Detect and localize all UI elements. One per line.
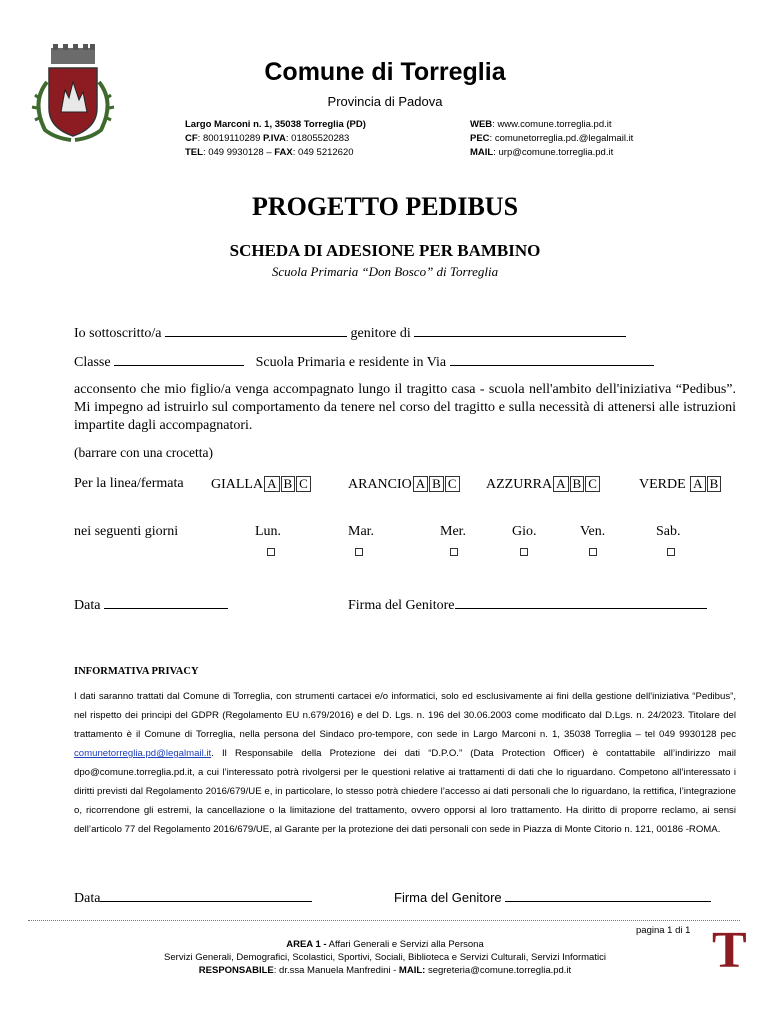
footer-logo-t: T	[712, 922, 747, 979]
privacy-text	[74, 687, 736, 839]
genitore-label: genitore di	[350, 326, 411, 341]
classe-field[interactable]	[114, 353, 244, 366]
privacy-title: INFORMATIVA PRIVACY	[74, 666, 199, 677]
municipality-title: Comune di Torreglia	[264, 58, 506, 86]
resp-label: RESPONSABILE	[198, 965, 274, 976]
bottom-data-label: Data	[74, 891, 101, 906]
privacy-text-part2: . Il Responsabile della Protezione dei dati “D.P.O.” (Data Protection Officer) è contattabile all’indirizzo mail dpo@comune.torreglia.pd.it, a cui l’interessato potrà rivolgersi per le questioni relative ai trattamenti di dati che lo riguardano. Competono all’interessato i diritti previsti dal Regolamento 2016/679/UE e, in particolare, lo stesso potrà chiedere l’accesso ai dati personali che lo riguardano, la rettifica, l’integrazione o, ricorrendone gli estremi, la cancellazione o la limitazione del trattamento, ovvero opporsi al loro trattamento. Ha diritto di proporre reclamo, ai sensi dell’articolo 77 del Regolamento 2016/679/UE, al Garante per la protezione dei dati personali con sede in Piazza di Monte Citorio n. 121, 00186 -ROMA.	[74, 748, 736, 835]
footer-area	[0, 938, 770, 951]
data-field[interactable]	[104, 596, 228, 609]
stop-box[interactable]: B	[570, 476, 585, 492]
footer-mail-label: MAIL:	[398, 965, 426, 976]
stop-box[interactable]: C	[585, 476, 600, 492]
web-value: : www.comune.torreglia.pd.it	[492, 119, 612, 130]
giorni-label: nei seguenti giorni	[74, 524, 179, 539]
sottoscritto-label: Io sottoscritto/a	[74, 326, 162, 341]
tel-value: : 049 9930128 –	[202, 147, 275, 158]
classe-row	[74, 353, 654, 371]
day-ven: Ven.	[580, 524, 606, 539]
mail-label: MAIL	[470, 147, 494, 158]
line-name: GIALLA	[211, 477, 264, 492]
crest-logo	[25, 42, 121, 142]
firma-row	[348, 596, 707, 614]
sottoscritto-field[interactable]	[165, 324, 347, 337]
data-row	[74, 596, 228, 614]
line-name: ARANCIO	[348, 477, 412, 492]
stop-box[interactable]: A	[264, 476, 279, 492]
pec-label: PEC	[470, 133, 490, 144]
linea-label: Per la linea/fermata	[74, 476, 184, 491]
fax-value: : 049 5212620	[292, 147, 354, 158]
line-arancio[interactable]	[348, 476, 460, 493]
instruction-text: (barrare con una crocetta)	[74, 445, 214, 460]
line-name: VERDE	[639, 477, 686, 492]
checkbox-mar[interactable]	[355, 548, 363, 556]
area-text: Affari Generali e Servizi alla Persona	[326, 939, 484, 950]
stop-box[interactable]: A	[553, 476, 568, 492]
checkbox-mer[interactable]	[450, 548, 458, 556]
document-title: PROGETTO PEDIBUS	[251, 192, 519, 221]
contact-block-left	[185, 118, 366, 160]
footer-responsabile	[0, 964, 770, 977]
web-label: WEB	[470, 119, 493, 130]
school-name: Scuola Primaria “Don Bosco” di Torreglia	[271, 264, 499, 279]
footer-divider	[28, 920, 740, 921]
stop-box[interactable]: B	[281, 476, 296, 492]
document-subtitle: SCHEDA DI ADESIONE PER BAMBINO	[229, 241, 541, 260]
line-verde[interactable]	[639, 476, 721, 493]
area-label: AREA 1 -	[286, 939, 327, 950]
line-gialla[interactable]	[211, 476, 311, 493]
bottom-firma-row	[394, 889, 711, 905]
checkbox-lun[interactable]	[267, 548, 275, 556]
checkbox-ven[interactable]	[589, 548, 597, 556]
bottom-firma-field[interactable]	[505, 889, 711, 902]
consent-text: acconsento che mio figlio/a venga accompagnato lungo il tragitto casa - scuola nell'ambito dell'iniziativa “Pedibus”. Mi impegno ad istruirlo sul comportamento da tenere nel corso del tragitto e sulla necessità di attenersi alle istruzioni impartite dagli accompagnatori.	[74, 382, 736, 433]
classe-label: Classe	[74, 355, 111, 370]
pec-value: : comunetorreglia.pd.@legalmail.it	[489, 133, 634, 144]
stop-box[interactable]: A	[413, 476, 428, 492]
resp-text: : dr.ssa Manuela Manfredini -	[273, 965, 399, 976]
stop-box[interactable]: B	[707, 476, 722, 492]
cf-label: CF	[185, 133, 198, 144]
bottom-data-field[interactable]	[100, 889, 312, 902]
bottom-firma-label: Firma del Genitore	[394, 890, 502, 905]
bottom-data-row	[74, 889, 312, 907]
contact-block-right	[470, 118, 633, 160]
cf-value: : 80019110289	[197, 133, 264, 144]
sottoscritto-row	[74, 324, 626, 342]
stop-box[interactable]: B	[429, 476, 444, 492]
stop-box[interactable]: A	[690, 476, 705, 492]
province-subtitle: Provincia di Padova	[327, 94, 443, 109]
checkbox-gio[interactable]	[520, 548, 528, 556]
address-line: Largo Marconi n. 1, 35038 Torreglia (PD)	[185, 119, 366, 130]
firma-field[interactable]	[455, 596, 707, 609]
fax-label: FAX	[274, 147, 293, 158]
stop-box[interactable]: C	[445, 476, 460, 492]
footer-services: Servizi Generali, Demografici, Scolastici, Sportivi, Sociali, Biblioteca e Servizi Culturali, Servizi Informatici	[164, 952, 606, 963]
day-mar: Mar.	[348, 524, 375, 539]
stop-box[interactable]: C	[296, 476, 311, 492]
via-field[interactable]	[450, 353, 654, 366]
mail-value: : urp@comune.torreglia.pd.it	[493, 147, 614, 158]
pec-link[interactable]: comunetorreglia.pd@legalmail.it	[74, 748, 212, 759]
line-azzurra[interactable]	[486, 476, 600, 493]
day-gio: Gio.	[512, 524, 537, 539]
footer-mail-text: segreteria@comune.torreglia.pd.it	[425, 965, 572, 976]
firma-label: Firma del Genitore	[348, 598, 455, 613]
piva-label: P.IVA	[263, 133, 286, 144]
data-label: Data	[74, 598, 101, 613]
day-lun: Lun.	[255, 524, 282, 539]
checkbox-sab[interactable]	[667, 548, 675, 556]
day-mer: Mer.	[440, 524, 467, 539]
piva-value: : 01805520283	[285, 133, 350, 144]
tel-label: TEL	[185, 147, 203, 158]
privacy-text-part1: I dati saranno trattati dal Comune di Torreglia, con strumenti cartacei e/o informatici, solo ed esclusivamente ai fini della gestione dell'iniziativa “Pedibus”, nel rispetto dei principi del GDPR (Regolamento EU n.679/2016) e del D. Lgs. n. 196 del 30.06.2003 come modificato dal D.Lgs. n. 24/2023. Titolare del trattamento è il Comune di Torreglia, nella persona del Sindaco pro-tempore, con sede in Largo Marconi n. 1, 35038 Torreglia – tel 049 9930128 pec	[74, 691, 736, 740]
via-label: Scuola Primaria e residente in Via	[255, 355, 447, 370]
day-sab: Sab.	[656, 524, 681, 539]
page-number: pagina 1 di 1	[636, 925, 691, 936]
line-name: AZZURRA	[486, 477, 553, 492]
genitore-field[interactable]	[414, 324, 626, 337]
